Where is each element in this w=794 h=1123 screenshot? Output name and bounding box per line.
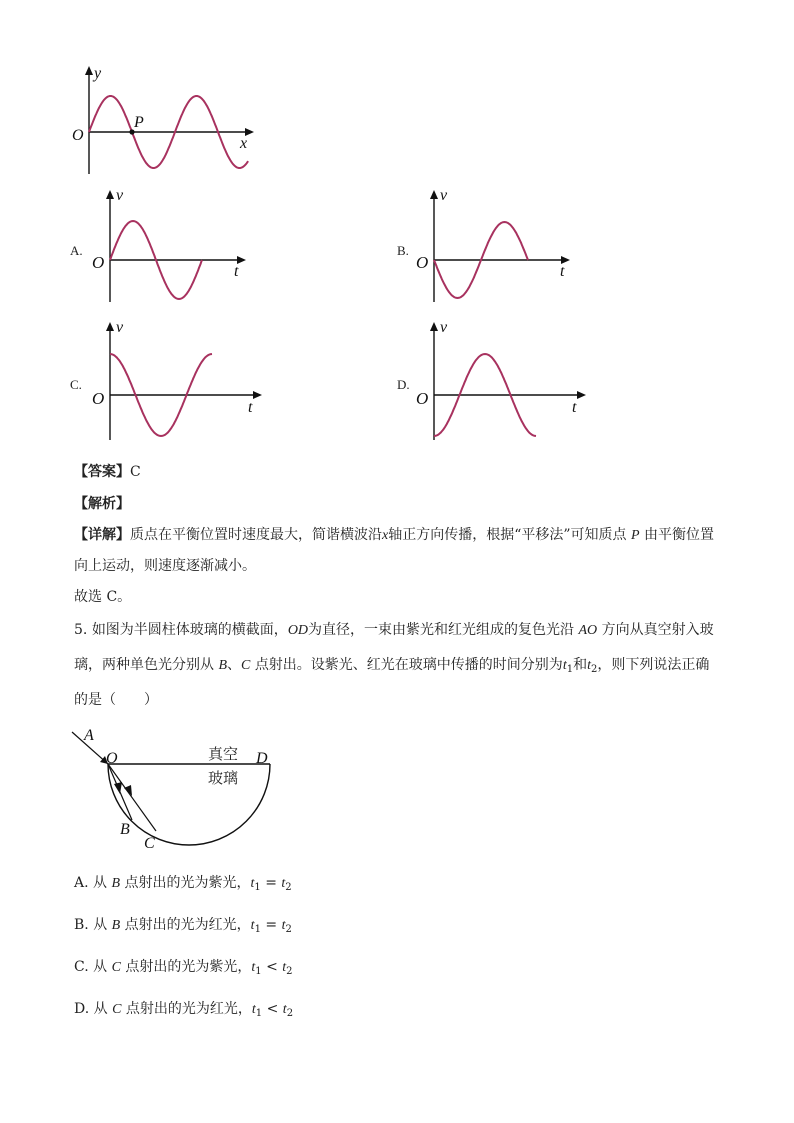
var-t: t [282, 1002, 287, 1017]
var-t: t [281, 918, 286, 933]
var-t: t [250, 918, 255, 933]
detail-text: 轴正方向传播，根据“平移法”可知质点 [388, 527, 627, 543]
question-text: 如图为半圆柱体玻璃的横截面， [91, 622, 288, 638]
relation: = [265, 875, 277, 891]
point-b-label: B [120, 821, 130, 838]
origin-label: O [416, 389, 429, 408]
t-axis-label: t [572, 399, 577, 416]
subscript: 2 [286, 966, 293, 977]
choice-point: B [111, 918, 121, 933]
origin-label: O [92, 389, 105, 408]
glass-label: 玻璃 [208, 769, 239, 787]
point-p-label: P [134, 114, 144, 131]
subscript: 1 [255, 1008, 263, 1019]
var-t: t [250, 876, 255, 891]
choice-text: 从 [93, 917, 108, 933]
choice-text: 点射出的光为紫光， [125, 959, 252, 975]
t-axis-arrow [253, 391, 262, 399]
subscript: 1 [254, 882, 261, 893]
t-axis-label: t [234, 263, 239, 280]
vacuum-label: 真空 [208, 745, 239, 763]
detail-text: 质点在平衡位置时速度最大，简谐横波沿 [130, 527, 382, 543]
option-d-graph [414, 318, 594, 443]
ray-arrow-c [124, 785, 132, 796]
answer-tag: 【答案】 [74, 464, 130, 480]
detail-conclusion: 故选 C。 [74, 589, 132, 605]
choice-d[interactable] [74, 999, 293, 1024]
subscript: 1 [254, 924, 261, 935]
question5-line-3: 的是（ ） [74, 692, 158, 708]
v-axis-label: v [116, 187, 124, 204]
choice-point: C [112, 1002, 122, 1017]
v-axis-arrow [106, 190, 114, 199]
question5-line-1 [74, 620, 714, 641]
choice-c[interactable] [74, 957, 293, 982]
var-t: t [251, 1002, 256, 1017]
var-p: P [631, 528, 640, 543]
v-axis-label: v [116, 319, 124, 336]
subscript: 2 [285, 924, 292, 935]
detail-line-1 [74, 525, 714, 546]
choice-point: C [111, 960, 121, 975]
y-axis-arrow [85, 66, 93, 75]
question-text: 璃，两种单色光分别从 [74, 657, 214, 673]
separator: 、 [227, 657, 242, 673]
choice-text: 从 [93, 875, 108, 891]
point-o-label: O [106, 750, 118, 767]
v-axis-label: v [440, 187, 448, 204]
origin-label: O [416, 253, 429, 272]
var-x: x [382, 528, 389, 543]
question-text: 点射出。设紫光、红光在玻璃中传播的时间分别为 [254, 657, 563, 673]
t-axis-label: t [560, 263, 565, 280]
choice-point: B [111, 876, 121, 891]
subscript: 1 [255, 966, 262, 977]
v-axis-arrow [106, 322, 114, 331]
option-c-label: C. [70, 377, 82, 392]
choice-letter: A. [74, 875, 89, 891]
var-b: B [218, 658, 228, 673]
question5-line-2 [74, 655, 709, 680]
point-a-label: A [84, 727, 94, 744]
subscript: 2 [590, 664, 598, 675]
option-d-label: D. [397, 377, 410, 392]
choice-text: 点射出的光为红光， [124, 917, 251, 933]
v-axis-arrow [430, 190, 438, 199]
relation: < [266, 1001, 279, 1017]
choice-letter: B. [74, 917, 89, 933]
choice-a[interactable] [74, 873, 292, 898]
v-axis-label: v [440, 319, 448, 336]
choice-letter: D. [74, 1001, 90, 1017]
question-number: 5. [74, 622, 88, 638]
answer-value: C [130, 464, 141, 480]
point-d-label: D [256, 750, 268, 767]
choice-text: 点射出的光为红光， [125, 1001, 252, 1017]
var-t: t [587, 658, 591, 673]
detail-line-2: 向上运动，则速度逐渐减小。 [74, 558, 256, 574]
answer-line [74, 462, 141, 482]
semicircle [108, 764, 270, 845]
var-t: t [251, 960, 256, 975]
t-axis-arrow [577, 391, 586, 399]
var-od: OD [287, 623, 309, 638]
option-a-graph [88, 186, 253, 306]
v-axis-arrow [430, 322, 438, 331]
glass-diagram [70, 722, 280, 857]
subscript: 1 [566, 664, 574, 675]
choice-text: 点射出的光为紫光， [124, 875, 251, 891]
var-ao: AO [578, 623, 598, 638]
t-axis-label: t [248, 399, 253, 416]
var-t: t [562, 658, 567, 673]
var-t: t [282, 960, 287, 975]
option-b-label: B. [397, 243, 409, 258]
choice-text: 从 [93, 959, 108, 975]
detail-text: 由平衡位置 [644, 527, 715, 543]
origin-label: O [72, 127, 84, 144]
question-text: 为直径，一束由紫光和红光组成的复色光沿 [308, 622, 575, 638]
var-t: t [281, 876, 286, 891]
analysis-tag: 【解析】 [74, 496, 130, 512]
point-c-label: C [144, 835, 155, 852]
x-axis-label: x [240, 135, 248, 152]
y-axis-label: y [94, 65, 102, 82]
relation: < [266, 959, 278, 975]
question-text: ，则下列说法正确 [597, 657, 710, 673]
wave-graph [70, 64, 260, 179]
question-text: 和 [573, 657, 588, 673]
ray-arrow-b [114, 782, 122, 794]
subscript: 2 [286, 1008, 294, 1019]
subscript: 2 [285, 882, 292, 893]
choice-letter: C. [74, 959, 89, 975]
var-c: C [241, 658, 251, 673]
origin-label: O [92, 253, 105, 272]
option-c-graph [88, 318, 268, 443]
option-b-graph [414, 186, 579, 306]
option-a-label: A. [70, 243, 83, 258]
relation: = [265, 917, 278, 933]
question-text: 方向从真空射入玻 [601, 622, 714, 638]
choice-b[interactable] [74, 915, 292, 940]
detail-tag: 【详解】 [74, 527, 130, 543]
choice-text: 从 [93, 1001, 108, 1017]
